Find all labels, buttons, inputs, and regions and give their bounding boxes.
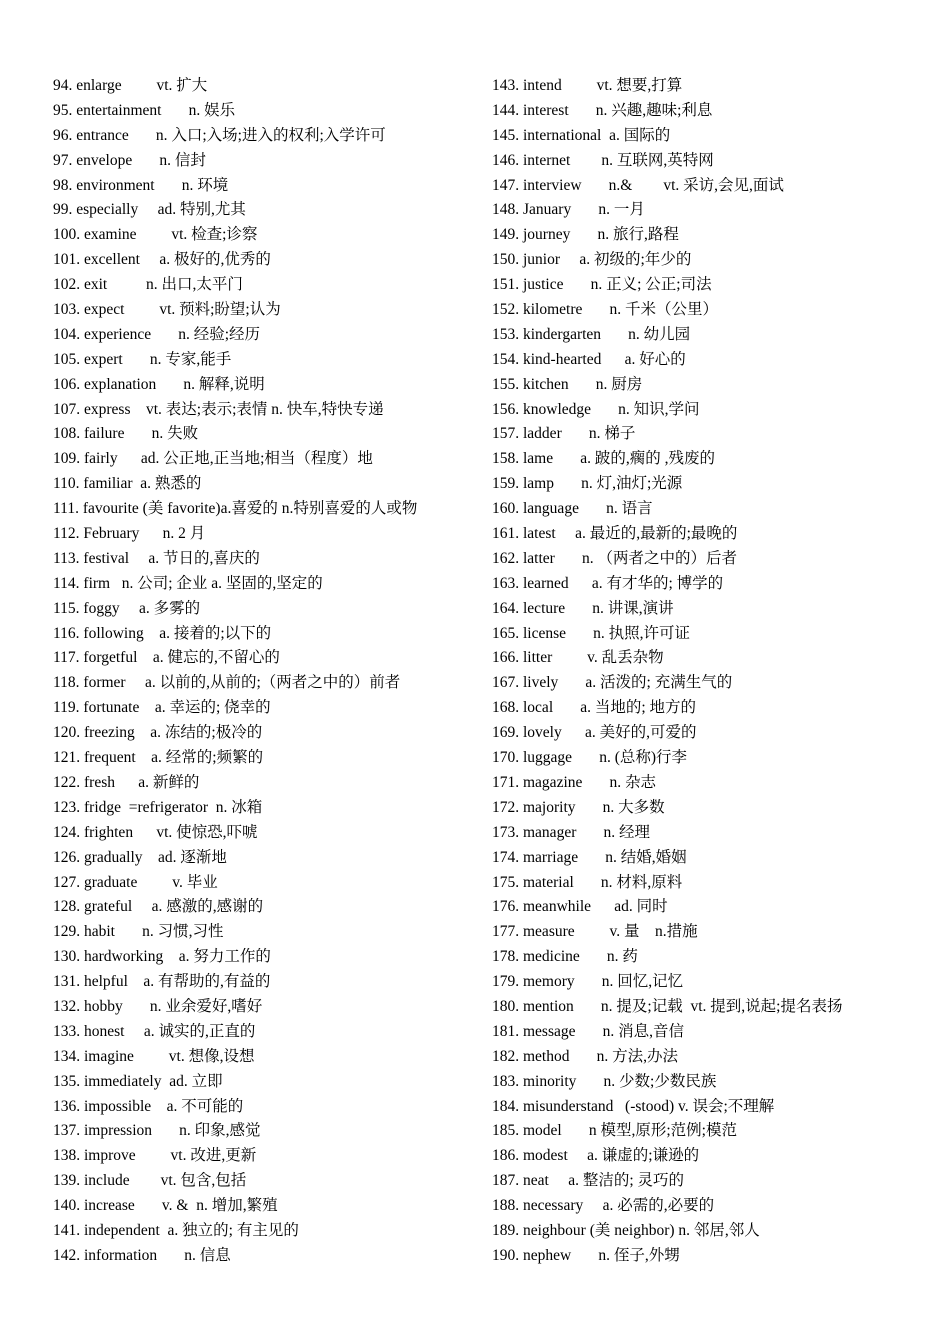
vocab-entry: 97. envelope n. 信封 (53, 151, 206, 169)
vocab-entry: 145. international a. 国际的 (492, 126, 671, 144)
vocab-entry: 159. lamp n. 灯,油灯;光源 (492, 475, 683, 493)
vocab-entry: 172. majority n. 大多数 (492, 798, 665, 816)
vocab-entry: 162. latter n. （两者之中的）后者 (492, 549, 737, 567)
vocab-entry: 142. information n. 信息 (53, 1246, 231, 1264)
vocab-entry: 120. freezing a. 冻结的;极冷的 (53, 724, 263, 742)
vocab-entry: 130. hardworking a. 努力工作的 (53, 948, 271, 966)
vocab-entry: 183. minority n. 少数;少数民族 (492, 1072, 717, 1090)
vocab-entry: 156. knowledge n. 知识,学问 (492, 400, 700, 418)
vocab-entry: 160. language n. 语言 (492, 500, 653, 518)
vocab-entry: 187. neat a. 整洁的; 灵巧的 (492, 1172, 685, 1190)
vocab-entry: 108. failure n. 失败 (53, 425, 199, 443)
vocab-entry: 113. festival a. 节日的,喜庆的 (53, 549, 260, 567)
vocab-entry: 185. model n 模型,原形;范例;模范 (492, 1122, 737, 1140)
vocab-entry: 170. luggage n. (总称)行李 (492, 749, 688, 767)
vocab-entry: 169. lovely a. 美好的,可爱的 (492, 724, 697, 742)
vocab-entry: 126. gradually ad. 逐渐地 (53, 848, 227, 866)
vocab-entry: 99. especially ad. 特别,尤其 (53, 201, 246, 219)
vocab-entry: 149. journey n. 旅行,路程 (492, 226, 679, 244)
vocab-entry: 136. impossible a. 不可能的 (53, 1097, 244, 1115)
vocab-entry: 163. learned a. 有才华的; 博学的 (492, 574, 724, 592)
vocab-entry: 105. expert n. 专家,能手 (53, 350, 232, 368)
vocab-entry: 168. local a. 当地的; 地方的 (492, 699, 697, 717)
vocab-entry: 117. forgetful a. 健忘的,不留心的 (53, 649, 280, 667)
vocab-entry: 157. ladder n. 梯子 (492, 425, 636, 443)
vocab-entry: 101. excellent a. 极好的,优秀的 (53, 251, 271, 269)
vocab-entry: 176. meanwhile ad. 同时 (492, 898, 668, 916)
vocab-entry: 178. medicine n. 药 (492, 948, 638, 966)
vocab-entry: 139. include vt. 包含,包括 (53, 1172, 247, 1190)
vocab-entry: 133. honest a. 诚实的,正直的 (53, 1022, 256, 1040)
vocab-entry: 147. interview n.& vt. 采访,会见,面试 (492, 176, 784, 194)
vocab-entry: 98. environment n. 环境 (53, 176, 229, 194)
vocab-entry: 131. helpful a. 有帮助的,有益的 (53, 973, 271, 991)
vocab-entry: 175. material n. 材料,原料 (492, 873, 683, 891)
vocab-entry: 112. February n. 2 月 (53, 525, 206, 543)
vocab-entry: 164. lecture n. 讲课,演讲 (492, 599, 674, 617)
vocab-entry: 158. lame a. 跛的,瘸的 ,残废的 (492, 450, 716, 468)
vocab-entry: 103. expect vt. 预料;盼望;认为 (53, 301, 281, 319)
left-column (53, 74, 483, 1269)
vocab-entry: 150. junior a. 初级的;年少的 (492, 251, 692, 269)
vocab-entry: 166. litter v. 乱丢杂物 (492, 649, 664, 667)
vocab-entry: 179. memory n. 回忆,记忆 (492, 973, 684, 991)
vocab-entry: 143. intend vt. 想要,打算 (492, 77, 683, 94)
vocab-entry: 121. frequent a. 经常的;频繁的 (53, 749, 264, 767)
vocab-entry: 184. misunderstand (-stood) v. 误会;不理解 (492, 1097, 775, 1115)
vocab-entry: 182. method n. 方法,办法 (492, 1047, 678, 1065)
vocab-entry: 106. explanation n. 解释,说明 (53, 375, 265, 393)
vocab-entry: 94. enlarge vt. 扩大 (53, 77, 208, 94)
vocab-entry: 110. familiar a. 熟悉的 (53, 475, 202, 493)
vocab-entry: 122. fresh a. 新鲜的 (53, 773, 200, 791)
vocab-entry: 134. imagine vt. 想像,设想 (53, 1047, 255, 1065)
vocab-entry: 146. internet n. 互联网,英特网 (492, 151, 714, 169)
vocab-entry: 154. kind-hearted a. 好心的 (492, 350, 686, 368)
vocab-entry: 171. magazine n. 杂志 (492, 773, 657, 791)
vocab-entry: 119. fortunate a. 幸运的; 侥幸的 (53, 699, 271, 717)
vocab-entry: 114. firm n. 公司; 企业 a. 坚固的,坚定的 (53, 574, 323, 592)
vocab-entry: 96. entrance n. 入口;入场;进入的权利;入学许可 (53, 126, 386, 144)
vocab-entry: 151. justice n. 正义; 公正;司法 (492, 276, 712, 294)
vocab-entry: 127. graduate v. 毕业 (53, 873, 218, 891)
vocab-entry: 155. kitchen n. 厨房 (492, 375, 643, 393)
vocab-entry: 167. lively a. 活泼的; 充满生气的 (492, 674, 733, 692)
vocab-entry: 140. increase v. & n. 增加,繁殖 (53, 1197, 278, 1215)
vocab-entry: 132. hobby n. 业余爱好,嗜好 (53, 997, 263, 1015)
vocab-entry: 186. modest a. 谦虚的;谦逊的 (492, 1147, 700, 1165)
vocab-entry: 174. marriage n. 结婚,婚姻 (492, 848, 687, 866)
vocab-entry: 135. immediately ad. 立即 (53, 1072, 223, 1090)
vocab-entry: 153. kindergarten n. 幼儿园 (492, 325, 691, 343)
vocab-entry: 188. necessary a. 必需的,必要的 (492, 1197, 715, 1215)
vocab-entry: 141. independent a. 独立的; 有主见的 (53, 1221, 299, 1239)
vocab-entry: 111. favourite (美 favorite)a.喜爱的 n.特别喜爱的人或物 (53, 500, 418, 518)
vocab-entry: 116. following a. 接着的;以下的 (53, 624, 272, 642)
vocab-entry: 190. nephew n. 侄子,外甥 (492, 1246, 680, 1264)
vocab-entry: 118. former a. 以前的,从前的;（两者之中的）前者 (53, 674, 401, 692)
vocab-entry: 107. express vt. 表达;表示;表情 n. 快车,特快专递 (53, 400, 384, 418)
vocab-entry: 128. grateful a. 感激的,感谢的 (53, 898, 264, 916)
vocab-entry: 189. neighbour (美 neighbor) n. 邻居,邻人 (492, 1221, 760, 1239)
vocab-entry: 104. experience n. 经验;经历 (53, 325, 261, 343)
vocab-entry: 95. entertainment n. 娱乐 (53, 101, 236, 119)
vocab-entry: 138. improve vt. 改进,更新 (53, 1147, 257, 1165)
vocab-entry: 109. fairly ad. 公正地,正当地;相当（程度）地 (53, 450, 373, 468)
vocab-entry: 124. frighten vt. 使惊恐,吓唬 (53, 823, 258, 841)
vocab-entry: 102. exit n. 出口,太平门 (53, 276, 243, 294)
vocab-entry: 181. message n. 消息,音信 (492, 1022, 685, 1040)
vocab-entry: 148. January n. 一月 (492, 201, 645, 219)
right-column (492, 74, 932, 1269)
vocab-entry: 123. fridge =refrigerator n. 冰箱 (53, 798, 263, 816)
vocab-entry: 180. mention n. 提及;记载 vt. 提到,说起;提名表扬 (492, 997, 843, 1015)
vocab-entry: 115. foggy a. 多雾的 (53, 599, 201, 617)
vocab-entry: 137. impression n. 印象,感觉 (53, 1122, 261, 1140)
vocab-entry: 144. interest n. 兴趣,趣味;利息 (492, 101, 713, 119)
vocab-entry: 165. license n. 执照,许可证 (492, 624, 691, 642)
vocab-entry: 152. kilometre n. 千米（公里） (492, 301, 719, 319)
vocab-entry: 129. habit n. 习惯,习性 (53, 923, 224, 941)
vocab-entry: 173. manager n. 经理 (492, 823, 650, 841)
vocab-entry: 100. examine vt. 检查;诊察 (53, 226, 258, 244)
vocab-entry: 161. latest a. 最近的,最新的;最晚的 (492, 525, 738, 543)
vocab-entry: 177. measure v. 量 n.措施 (492, 923, 698, 941)
